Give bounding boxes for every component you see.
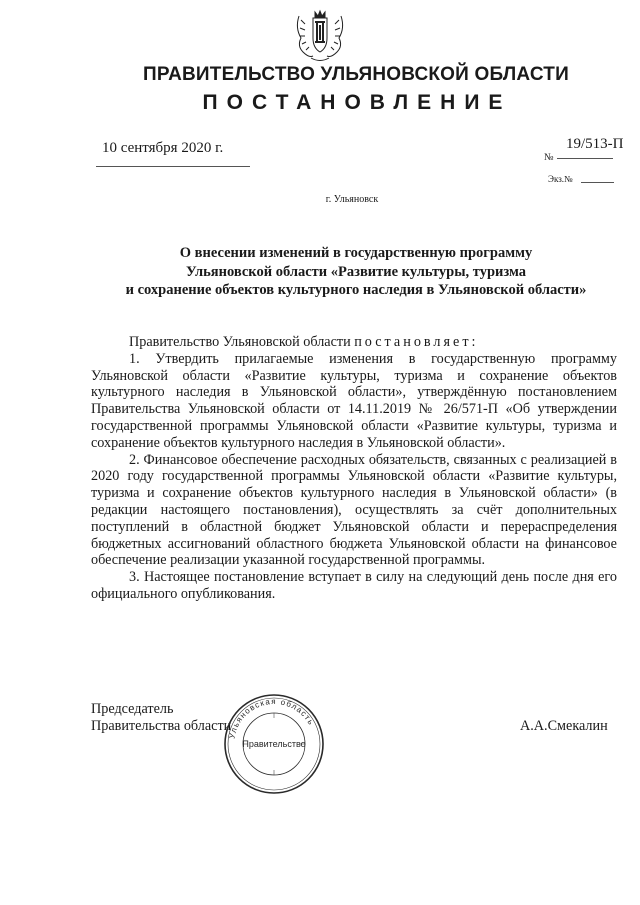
intro-paragraph: [91, 334, 617, 351]
decree-body: [91, 334, 617, 603]
intro-prefix: Правительство Ульяновской области: [129, 334, 351, 350]
number-prefix: №: [544, 152, 554, 163]
position-line: Правительства области: [91, 718, 232, 734]
city-label: г. Ульяновск: [325, 194, 379, 205]
document-number: 19/513-П: [566, 136, 624, 152]
document-date: 10 сентября 2020 г.: [102, 140, 224, 156]
date-underline: [96, 166, 250, 167]
signatory-name: А.А.Смекалин: [520, 718, 608, 734]
intro-verb: постановляет:: [354, 334, 479, 350]
subject-line: Ульяновской области «Развитие культуры, туризма: [185, 263, 527, 280]
paragraph-2: 2. Финансовое обеспечение расходных обязательств, связанных с реализацией в 2020 году государственной программы Ульяновской области «Развитие культуры, туризма и сохранение объектов культурного наследия в Ульяновской области» (в редакции настоящего постановления), осуществлять за счёт дополнительных поступлений в областной бюджет Ульяновской области и перераспределения бюджетных ассигнований областного бюджета Ульяновской области на финансовое обеспечение реализации указанной государственной программы.: [91, 451, 617, 569]
position-line: Председатель: [91, 701, 174, 717]
number-underline: [557, 158, 613, 159]
government-title: ПРАВИТЕЛЬСТВО УЛЬЯНОВСКОЙ ОБЛАСТИ: [143, 64, 569, 85]
subject-line: и сохранение объектов культурного наследия в Ульяновской области»: [125, 282, 587, 298]
official-seal-stamp: [222, 692, 326, 796]
subject-line: О внесении изменений в государственную программу: [179, 245, 533, 261]
seal-center-text: Правительство: [242, 739, 306, 749]
coat-of-arms-emblem: [293, 8, 347, 64]
signatory-position: [91, 701, 231, 735]
paragraph-3: 3. Настоящее постановление вступает в силу на следующий день после дня его официального опубликования.: [91, 569, 617, 602]
copy-number-underline: [581, 182, 614, 183]
seal-outer-text: Ульяновская область: [227, 696, 316, 740]
decree-subject: [86, 244, 626, 300]
copy-number-label: Экз.№: [548, 174, 573, 184]
document-type-title: ПОСТАНОВЛЕНИЕ: [202, 91, 512, 114]
paragraph-1: 1. Утвердить прилагаемые изменения в государственную программу Ульяновской области «Развитие культуры, туризма и сохранение объектов культурного наследия в Ульяновской области», утверждённую постановлением Правительства Ульяновской области от 14.11.2019 № 26/571-П «Об утверждении государственной программы Ульяновской области «Развитие культуры, туризма и сохранение объектов культурного наследия в Ульяновской области».: [91, 350, 617, 451]
